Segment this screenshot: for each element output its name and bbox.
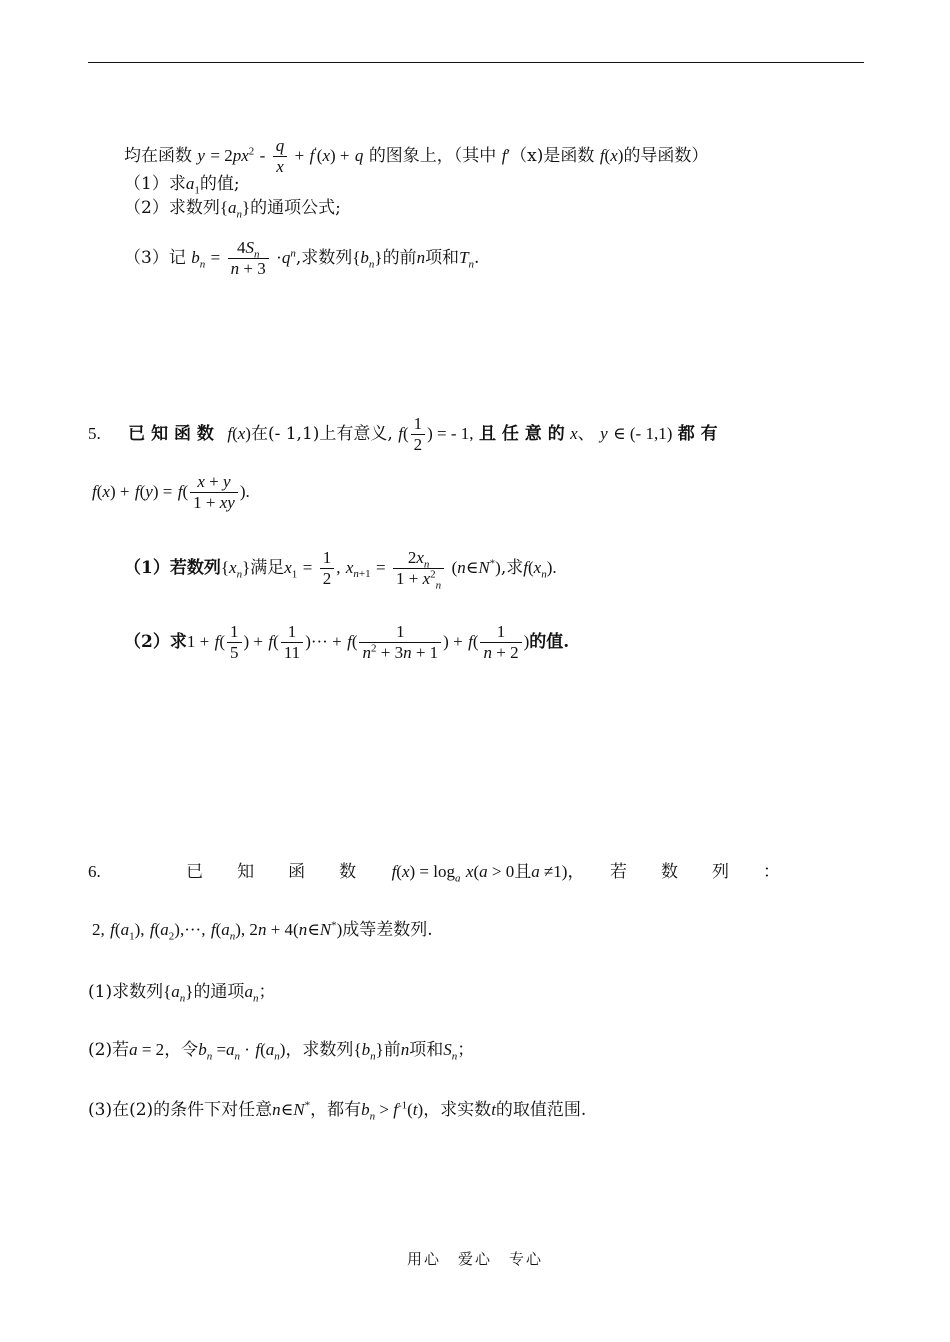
- q4-item-3: （3）记 $b_n$ = $\frac{4S_n}{n + 3}$ $\cdot q^n$,求数列$\{b_n\}$的前n项和$T_n$.: [124, 238, 480, 278]
- q6-part-3: (3)在(2)的条件下对任意n∈N*，都有$b_n > f^{-1}(t)$，求实数t的取值范围.: [88, 1099, 587, 1123]
- q5-sub-1: （1）若数列$\{x_n\}$满足$x_1$ = $\frac{1}{2}$ , $x_{n+1}$ = $\frac{2x_n}{1 + x^2_n}$ (n∈N*),求$f(x_n)$.: [124, 548, 557, 592]
- q5-sub-2: （2）求1 + f( $\frac{1}{5}$ ) + f( $\frac{1}{11}$ )··· + f( $\frac{1}{n^2 + 3n + 1}$ ) + f( $\frac{1}{n + 2}$ )的值.: [124, 622, 570, 662]
- page-footer: 用心 爱心 专心: [406, 1250, 543, 1268]
- q5-equation: f(x) + f(y) = f( $\frac{x + y}{1 + xy}$ ).: [92, 472, 250, 512]
- q5-statement: 5. 已 知 函 数 f(x)在(- 1,1)上有意义, f( $\frac{1}{2}$ ) = - 1, 且 任 意 的 x、 y ∈ (- 1,1) 都 有: [88, 414, 718, 454]
- header-rule: [88, 62, 864, 63]
- q6-sequence: 2, $f(a_1)$, $f(a_2),\cdot\cdot\cdot$, $f(a_n)$, 2n + 4(n∈N*)成等差数列.: [92, 919, 433, 943]
- q6-part-1: (1)求数列$\{a_n\}$的通项$a_n$；: [88, 982, 276, 1005]
- q6-part-2: (2)若a = 2，令$b_n =a_n \cdot f(a_n)$，求数列$\{b_n\}$前n项和$S_n$；: [88, 1040, 475, 1063]
- q4-item-1: （1）求$a_1$的值;: [124, 174, 240, 197]
- q4-line-intro: 均在函数 $y = 2px^2$ - $\frac{q}{x}$ + f′(x) + q 的图象上，（其中 f′（x)是函数 f(x)的导函数）: [124, 136, 709, 176]
- q6-statement: 6. 已 知 函 数 $f(x) = \log_a x(a > 0$且a ≠1)， 若 数 列 ：: [88, 862, 780, 885]
- q4-item-2: （2）求数列$\{a_n\}$的通项公式;: [124, 198, 341, 221]
